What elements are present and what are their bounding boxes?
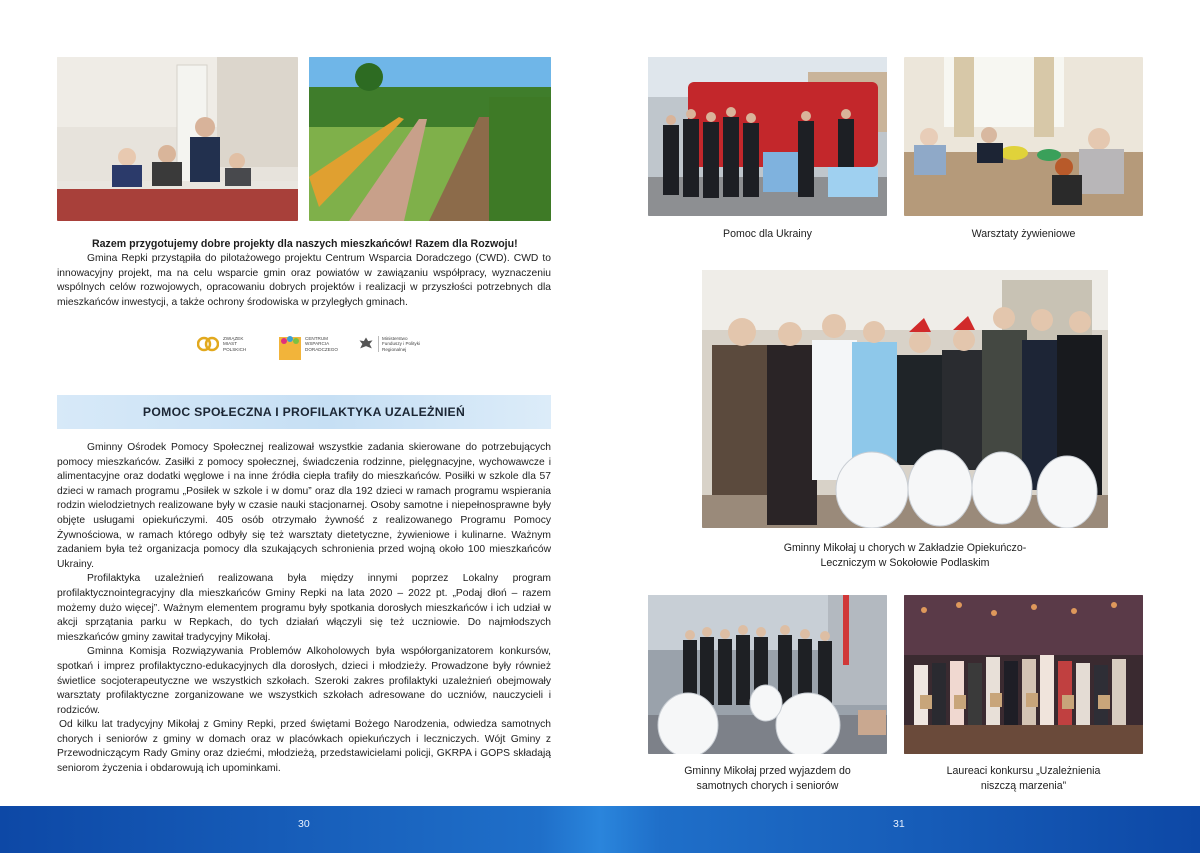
cwd-headline: Razem przygotujemy dobre projekty dla naszych mieszkańców! Razem dla Rozwoju! bbox=[92, 238, 518, 250]
zmp-logo-icon bbox=[197, 333, 219, 355]
photo-competition-laureates bbox=[904, 595, 1143, 754]
paragraph-gops: Gminny Ośrodek Pomocy Społecznej realizował wszystkie zadania skierowane do potrzebujących pomocy mieszkańców. Zasiłki z pomocy społecznej, świadczenia rodzinne, pielęgnacyjne, wychowawcze i alimentacyjne oraz dodatki węglowe i na inne źródła ciepła trafiły do mieszkańców. Posiłki w szkole dla 57 dzieci w ramach programu „Posiłek w szkole i w domu” oraz dla 192 dzieci w ramach programu wspierania rodzin wielodzietnych realizowane były w czasie nauki stacjonarnej. Osoby samotne i niepełnosprawne były objęte usługami opiekuńczymi. 405 osób otrzymało żywność z realizowanego Programu Pomocy Żywnościowa, w ramach którego odbyły się też warsztaty dietetyczne, żywieniowe i kulinarne. Ważnym zadaniem była też organizacja pomocy dla szukających schronienia przed wojną około 100 mieszkańców Ukrainy. bbox=[57, 442, 551, 570]
page-number-left: 30 bbox=[298, 818, 310, 830]
logo-ministry-text: Ministerstwo Funduszy i Polityki Regionalnej bbox=[378, 336, 422, 352]
photo-mikolaj-departure bbox=[648, 595, 887, 754]
photo-ukraine-help bbox=[648, 57, 887, 216]
cwd-intro-paragraph: Gmina Repki przystąpiła do pilotażowego projektu Centrum Wsparcia Doradczego (CWD). CWD to innowacyjny projekt, ma na celu wsparcie gmin oraz powiatów w zawiązaniu współpracy, wyznaczeniu wspólnych celów rozwojowych, opracowaniu dobrych projektów i realizacji w przyszłości potrzebnych dla mieszkańców inwestycji, a także ochrony środowiska w przyległych gminach. bbox=[57, 253, 551, 308]
caption-mikolaj-departure: Gminny Mikołaj przed wyjazdem do samotnych chorych i seniorów bbox=[684, 765, 851, 792]
paragraph-mikolaj: Od kilku lat tradycyjny Mikołaj z Gminy Repki, przed świętami Bożego Narodzenia, odwiedza samotnych chorych i seniorów z gminy w domach oraz w placówkach opiekuńczych i leczniczych. Wójt Gminy z Przewodniczącym Rady Gminy oraz dziećmi, młodzieżą, przedstawicielami policji, GKRPA i GOPS składają seniorom życzenia i obdarowują ich upominkami. bbox=[57, 719, 551, 775]
paragraph-profilaktyka: Profilaktyka uzależnień realizowana była między innymi poprzez Lokalny program profilaktycznointegracyjny dla mieszkańców Gminy Repki na lata 2020 – 2022 pt. „Podaj dłoń – razem możemy dużo więcej”. Ważnym elementem programu były spotkania dorosłych mieszkańców i ich udział w akcji sprzątania parku w Repkach, do tych działań włączyli się też uczniowie. Do najmłodszych mieszkańców gminy zawitał tradycyjny Mikołaj. bbox=[57, 573, 551, 643]
logo-zmp bbox=[197, 326, 249, 362]
section-heading-bar bbox=[57, 395, 551, 429]
ministry-eagle-icon bbox=[358, 334, 374, 354]
photo-mikolaj-hospital bbox=[702, 270, 1108, 528]
page-number-right: 31 bbox=[893, 818, 905, 830]
section-title: POMOC SPOŁECZNA I PROFILAKTYKA UZALEŻNIEŃ bbox=[142, 405, 466, 419]
section-body bbox=[57, 441, 551, 777]
logo-cwd bbox=[279, 326, 338, 362]
photo-nutrition-workshop bbox=[904, 57, 1143, 216]
caption-ukraine-help: Pomoc dla Ukrainy bbox=[723, 228, 812, 240]
caption-competition-laureates: Laureaci konkursu „Uzależnienia niszczą marzenia” bbox=[946, 765, 1101, 792]
caption-mikolaj-hospital: Gminny Mikołaj u chorych w Zakładzie Opiekuńczo-Leczniczym w Sokołowie Podlaskim bbox=[783, 542, 1027, 569]
paragraph-gkrpa: Gminna Komisja Rozwiązywania Problemów Alkoholowych była współorganizatorem konkursów, spotkań i imprez profilaktyczno-edukacyjnych dla dorosłych, dzieci i młodzieży. Prowadzone były również świetlice socjoterapeutyczne we wszystkich szkołach. Szeroki zakres profilaktyki uzależnień obejmowały warsztaty profilaktyczne zorganizowane we wszystkich szkołach adresowane do uczniów, nauczycieli i rodziców. bbox=[57, 646, 551, 716]
cwd-logo-icon bbox=[279, 328, 301, 360]
photo-meeting bbox=[57, 57, 298, 221]
logo-zmp-text: ZWIĄZEK MIAST POLSKICH bbox=[223, 335, 247, 352]
logo-ministry bbox=[358, 326, 422, 362]
logo-cwd-text: CENTRUM WSPARCIA DORADCZEGO bbox=[305, 335, 338, 352]
footer-band bbox=[0, 806, 1200, 853]
caption-nutrition-workshop: Warsztaty żywieniowe bbox=[971, 228, 1076, 240]
photo-pipeline-trench bbox=[309, 57, 551, 221]
